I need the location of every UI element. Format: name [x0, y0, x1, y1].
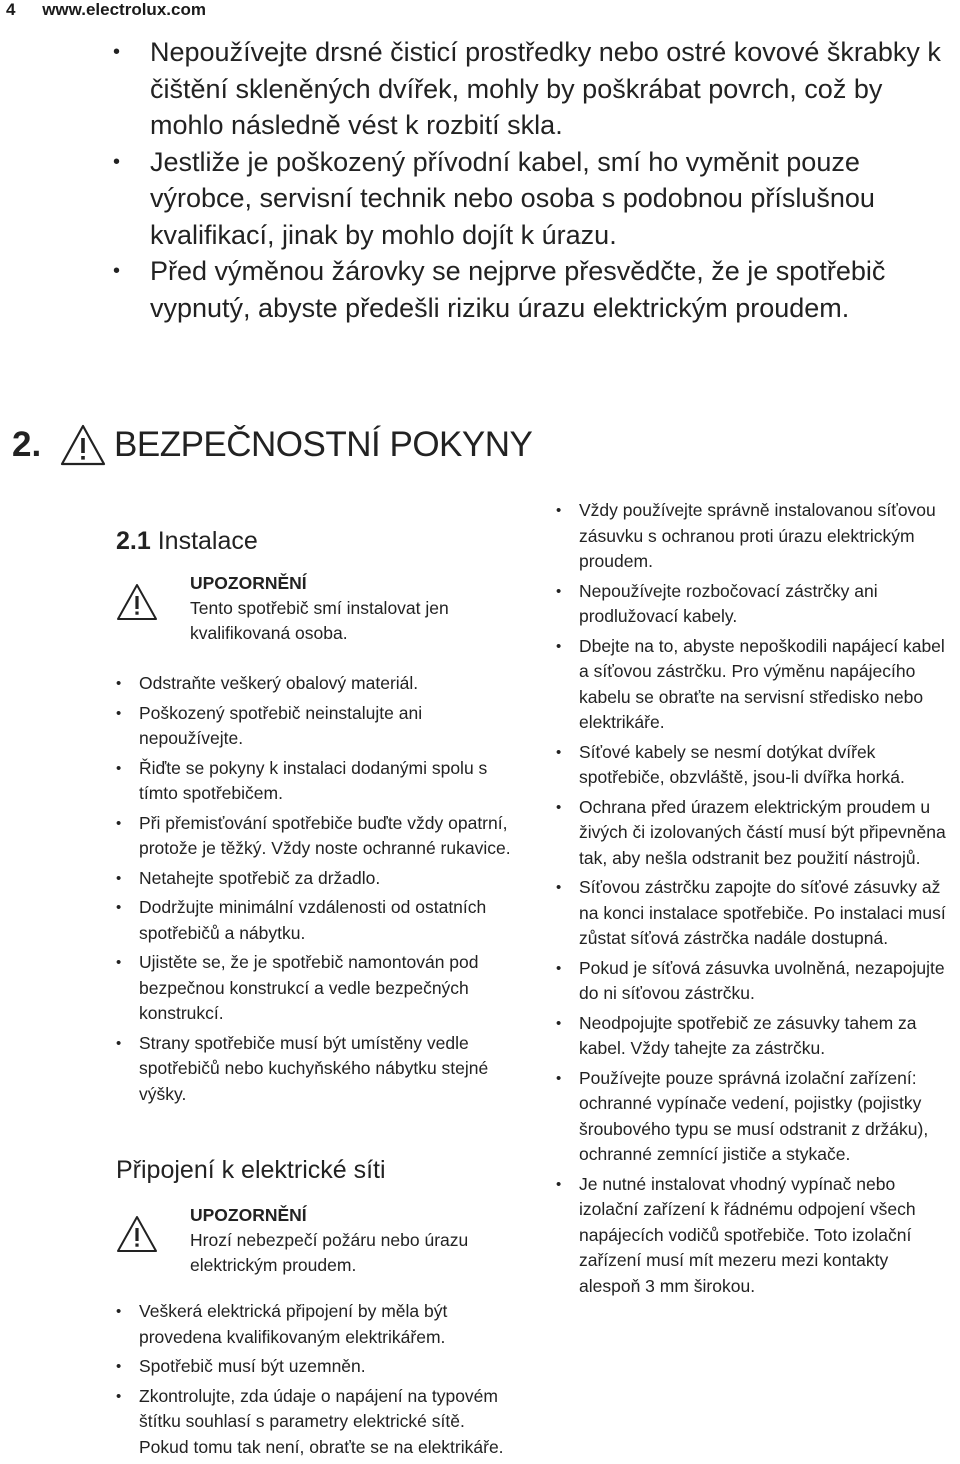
warning-title: UPOZORNĚNÍ: [190, 573, 307, 593]
section-number: 2.: [12, 425, 42, 464]
warning-title: UPOZORNĚNÍ: [190, 1205, 307, 1225]
list-item: • Pokud je síťová zásuvka uvolněná, nezapojujte do ni síťovou zástrčku.: [556, 956, 946, 1007]
list-item: • Spotřebič musí být uzemněn.: [116, 1354, 514, 1380]
list-item: • Poškozený spotřebič neinstalujte ani nepoužívejte.: [116, 701, 514, 752]
list-item: • Vždy používejte správně instalovanou síťovou zásuvku s ochranou proti úrazu elektrickým proudem.: [556, 498, 946, 575]
list-item: • Před výměnou žárovky se nejprve přesvědčte, že je spotřebič vypnutý, abyste předešli riziku úrazu elektrickým proudem.: [113, 253, 943, 326]
list-item: • Při přemisťování spotřebiče buďte vždy opatrní, protože je těžký. Vždy noste ochranné rukavice.: [116, 811, 514, 862]
warning-text: Hrozí nebezpečí požáru nebo úrazu elektrickým proudem.: [190, 1230, 469, 1275]
electrical-bullet-list: [116, 1299, 514, 1464]
electrical-warning: [116, 1202, 516, 1278]
installation-bullet-list: [116, 671, 514, 1111]
right-bullet-list: [556, 498, 946, 1303]
section-heading: [12, 420, 532, 470]
list-item: • Řiďte se pokyny k instalaci dodanými spolu s tímto spotřebičem.: [116, 756, 514, 807]
installation-heading: 2.1 Instalace: [116, 527, 258, 555]
list-item: • Síťovou zástrčku zapojte do síťové zásuvky až na konci instalace spotřebiče. Po instalaci musí zůstat síťová zástrčka nadále dostupná.: [556, 875, 946, 952]
intro-bullet-list: [113, 34, 943, 326]
installation-warning: [116, 570, 516, 646]
list-item: • Veškerá elektrická připojení by měla být provedena kvalifikovaným elektrikářem.: [116, 1299, 514, 1350]
list-item: • Strany spotřebiče musí být umístěny vedle spotřebičů nebo kuchyňského nábytku stejné výšky.: [116, 1031, 514, 1108]
electrical-heading: Připojení k elektrické síti: [116, 1156, 386, 1184]
list-item: • Odstraňte veškerý obalový materiál.: [116, 671, 514, 697]
list-item: • Ujistěte se, že je spotřebič namontován pod bezpečnou konstrukcí a vedle bezpečných konstrukcí.: [116, 950, 514, 1027]
warning-triangle-icon: [116, 1214, 158, 1254]
page-number: 4: [6, 0, 16, 19]
warning-triangle-icon: [116, 582, 158, 622]
list-item: • Používejte pouze správná izolační zařízení: ochranné vypínače vedení, pojistky (pojistky šroubového typu se musí odstranit z držáku), ochranné zemnící jističe a stykače.: [556, 1066, 946, 1168]
site-url: www.electrolux.com: [42, 0, 206, 19]
warning-text: Tento spotřebič smí instalovat jen kvalifikovaná osoba.: [190, 598, 449, 643]
list-item: • Dodržujte minimální vzdálenosti od ostatních spotřebičů a nábytku.: [116, 895, 514, 946]
warning-triangle-icon: [60, 423, 106, 467]
page-header: [6, 0, 206, 20]
list-item: • Nepoužívejte drsné čisticí prostředky nebo ostré kovové škrabky k čištění skleněných dvířek, mohly by poškrábat povrch, což by mohlo následně vést k rozbití skla.: [113, 34, 943, 144]
list-item: • Jestliže je poškozený přívodní kabel, smí ho vyměnit pouze výrobce, servisní technik nebo osoba s podobnou příslušnou kvalifikací, jinak by mohlo dojít k úrazu.: [113, 144, 943, 254]
section-title: BEZPEČNOSTNÍ POKYNY: [114, 425, 533, 464]
list-item: • Dbejte na to, abyste nepoškodili napájecí kabel a síťovou zástrčku. Pro výměnu napájecího kabelu se obraťte na servisní středisko nebo elektrikáře.: [556, 634, 946, 736]
list-item: • Neodpojujte spotřebič ze zásuvky tahem za kabel. Vždy tahejte za zástrčku.: [556, 1011, 946, 1062]
list-item: • Ochrana před úrazem elektrickým proudem u živých či izolovaných částí musí být připevněna tak, aby nešla odstranit bez použití nástrojů.: [556, 795, 946, 872]
list-item: • Síťové kabely se nesmí dotýkat dvířek spotřebiče, obzvláště, jsou-li dvířka horká.: [556, 740, 946, 791]
list-item: • Je nutné instalovat vhodný vypínač nebo izolační zařízení k řádnému odpojení všech napájecích vodičů spotřebiče. Toto izolační zařízení musí mít mezeru mezi kontakty alespoň 3 mm širokou.: [556, 1172, 946, 1300]
list-item: • Nepoužívejte rozbočovací zástrčky ani prodlužovací kabely.: [556, 579, 946, 630]
list-item: • Netahejte spotřebič za držadlo.: [116, 866, 514, 892]
list-item: • Zkontrolujte, zda údaje o napájení na typovém štítku souhlasí s parametry elektrické sítě. Pokud tomu tak není, obraťte se na elektrikáře.: [116, 1384, 514, 1461]
